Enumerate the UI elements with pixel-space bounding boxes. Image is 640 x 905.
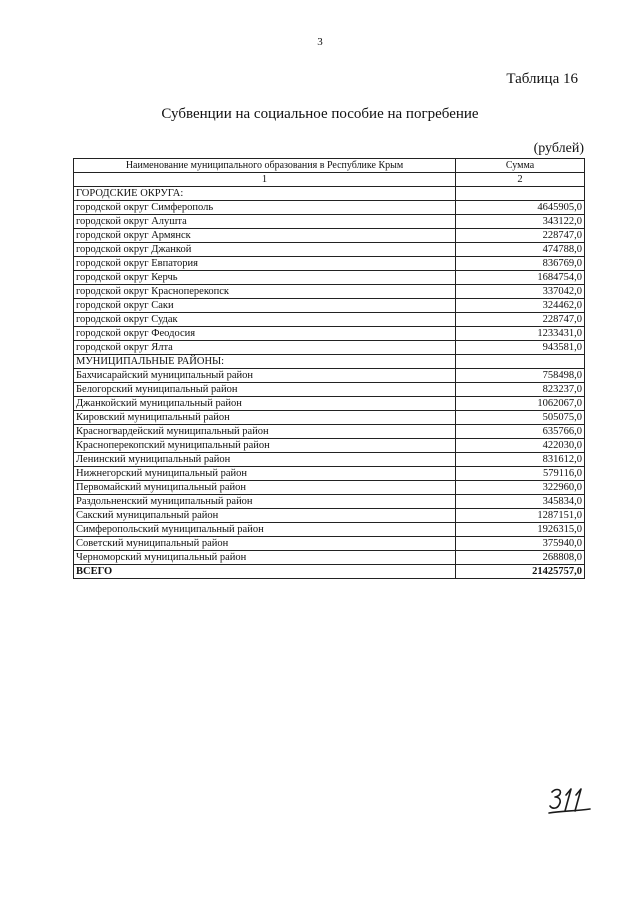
table-row	[74, 397, 585, 411]
table-row	[74, 285, 585, 299]
table-row	[74, 201, 585, 215]
row-sum: 474788,0	[456, 243, 585, 257]
row-name: Красногвардейский муниципальный район	[74, 425, 456, 439]
table-row	[74, 243, 585, 257]
row-sum: 324462,0	[456, 299, 585, 313]
table-row	[74, 425, 585, 439]
row-name: Белогорский муниципальный район	[74, 383, 456, 397]
table-header-row	[74, 159, 585, 173]
total-label: ВСЕГО	[74, 565, 456, 579]
row-sum: 635766,0	[456, 425, 585, 439]
column-number-1: 1	[74, 173, 456, 187]
row-sum: 505075,0	[456, 411, 585, 425]
handwritten-page-note	[548, 783, 592, 815]
row-name: городской округ Евпатория	[74, 257, 456, 271]
section-row-urban	[74, 187, 585, 201]
section-row-districts	[74, 355, 585, 369]
row-sum: 1233431,0	[456, 327, 585, 341]
row-name: городской округ Керчь	[74, 271, 456, 285]
row-name: Красноперекопский муниципальный район	[74, 439, 456, 453]
row-name: городской округ Судак	[74, 313, 456, 327]
row-sum: 836769,0	[456, 257, 585, 271]
table-row	[74, 551, 585, 565]
table-label: Таблица 16	[506, 71, 578, 87]
row-sum: 1287151,0	[456, 509, 585, 523]
table-row	[74, 453, 585, 467]
row-name: Ленинский муниципальный район	[74, 453, 456, 467]
row-name: Бахчисарайский муниципальный район	[74, 369, 456, 383]
section-sum-empty	[456, 187, 585, 201]
row-sum: 345834,0	[456, 495, 585, 509]
row-name: Черноморский муниципальный район	[74, 551, 456, 565]
table-row	[74, 523, 585, 537]
table-row	[74, 383, 585, 397]
row-sum: 943581,0	[456, 341, 585, 355]
table-row	[74, 299, 585, 313]
row-sum: 1062067,0	[456, 397, 585, 411]
row-sum: 579116,0	[456, 467, 585, 481]
row-name: Нижнегорский муниципальный район	[74, 467, 456, 481]
document-title: Субвенции на социальное пособие на погребение	[161, 106, 479, 122]
row-name: Джанкойский муниципальный район	[74, 397, 456, 411]
row-name: Сакский муниципальный район	[74, 509, 456, 523]
row-sum: 228747,0	[456, 229, 585, 243]
total-sum: 21425757,0	[456, 565, 585, 579]
row-name: городской округ Красноперекопск	[74, 285, 456, 299]
row-name: городской округ Феодосия	[74, 327, 456, 341]
table-row	[74, 369, 585, 383]
row-sum: 1684754,0	[456, 271, 585, 285]
row-sum: 228747,0	[456, 313, 585, 327]
units-label: (рублей)	[533, 141, 584, 156]
table-row	[74, 271, 585, 285]
table-row	[74, 467, 585, 481]
row-name: городской округ Алушта	[74, 215, 456, 229]
row-name: Советский муниципальный район	[74, 537, 456, 551]
page-number: 3	[317, 36, 323, 48]
row-name: Кировский муниципальный район	[74, 411, 456, 425]
table-row	[74, 257, 585, 271]
row-name: городской округ Ялта	[74, 341, 456, 355]
header-sum: Сумма	[456, 159, 585, 173]
row-name: Первомайский муниципальный район	[74, 481, 456, 495]
table-row	[74, 341, 585, 355]
row-sum: 343122,0	[456, 215, 585, 229]
table-row	[74, 481, 585, 495]
row-name: городской округ Саки	[74, 299, 456, 313]
table-row	[74, 327, 585, 341]
table-row	[74, 411, 585, 425]
section-title-urban: ГОРОДСКИЕ ОКРУГА:	[74, 187, 456, 201]
table-row	[74, 537, 585, 551]
table-row	[74, 509, 585, 523]
row-sum: 758498,0	[456, 369, 585, 383]
row-sum: 422030,0	[456, 439, 585, 453]
row-name: городской округ Симферополь	[74, 201, 456, 215]
column-number-row	[74, 173, 585, 187]
total-row	[74, 565, 585, 579]
row-sum: 823237,0	[456, 383, 585, 397]
table-row	[74, 229, 585, 243]
table-row	[74, 439, 585, 453]
row-sum: 4645905,0	[456, 201, 585, 215]
row-sum: 337042,0	[456, 285, 585, 299]
row-sum: 1926315,0	[456, 523, 585, 537]
row-sum: 268808,0	[456, 551, 585, 565]
row-sum: 322960,0	[456, 481, 585, 495]
row-name: городской округ Армянск	[74, 229, 456, 243]
subvention-table	[73, 158, 585, 579]
row-name: городской округ Джанкой	[74, 243, 456, 257]
table-row	[74, 215, 585, 229]
header-municipality: Наименование муниципального образования в Республике Крым	[74, 159, 456, 173]
column-number-2: 2	[456, 173, 585, 187]
section-title-districts: МУНИЦИПАЛЬНЫЕ РАЙОНЫ:	[74, 355, 456, 369]
section-sum-empty	[456, 355, 585, 369]
row-sum: 375940,0	[456, 537, 585, 551]
row-name: Симферопольский муниципальный район	[74, 523, 456, 537]
row-name: Раздольненский муниципальный район	[74, 495, 456, 509]
table-row	[74, 313, 585, 327]
row-sum: 831612,0	[456, 453, 585, 467]
table-row	[74, 495, 585, 509]
